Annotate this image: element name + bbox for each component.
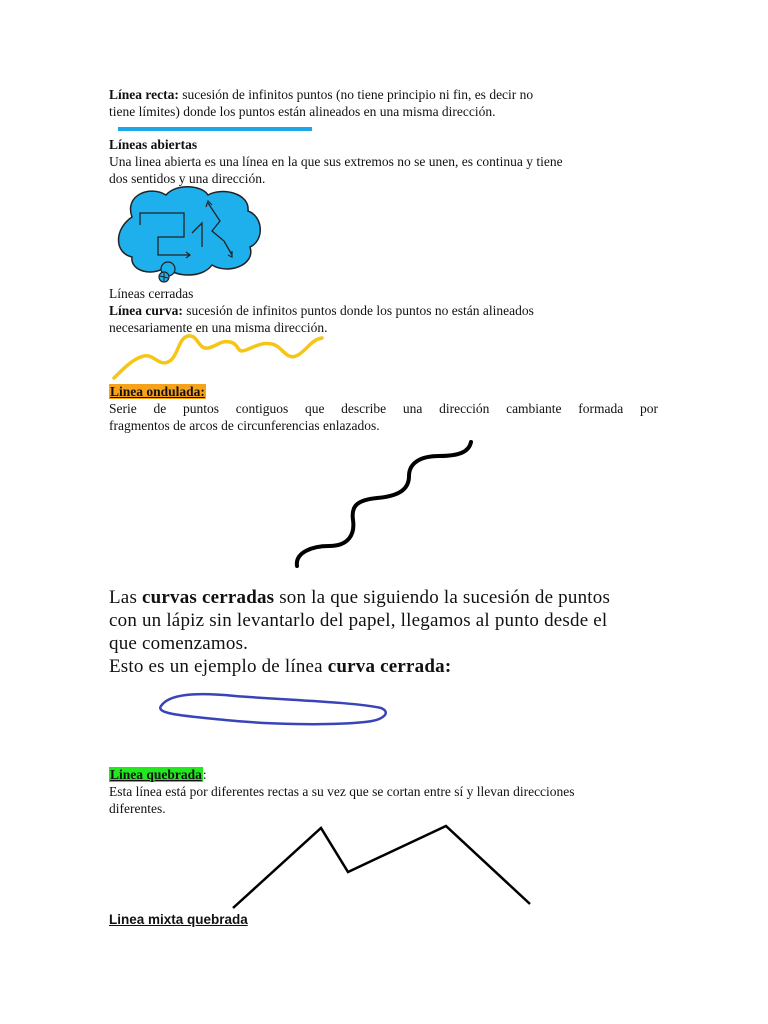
recta-paragraph: [109, 86, 669, 120]
wavy-line-illustration: [285, 440, 480, 570]
cc-text-1a: Las: [109, 587, 142, 608]
abiertas-text-1: Una linea abierta es una línea en la que sus extremos no se unen, es continua y tiene: [109, 154, 563, 169]
cc-text-1c: son la que siguiendo la sucesión de puntos: [274, 587, 611, 608]
quebrada-colon: :: [202, 767, 207, 782]
quebrada-text-1: Esta línea está por diferentes rectas a su vez que se cortan entre sí y llevan direcciones: [109, 784, 575, 799]
ondulada-paragraph: [109, 383, 658, 434]
cc-text-2: con un lápiz sin levantarlo del papel, llegamos al punto desde el: [109, 610, 608, 631]
curvas-cerradas-paragraph: [109, 586, 689, 678]
cc-text-1b: curvas cerradas: [141, 587, 275, 608]
cc-text-4a: Esto es un ejemplo de línea: [109, 656, 328, 677]
abiertas-paragraph: [109, 136, 669, 187]
recta-text-1: sucesión de infinitos puntos (no tiene principio ni fin, es decir no: [178, 87, 534, 102]
curva-text-2: necesariamente en una misma dirección.: [109, 320, 328, 335]
quebrada-paragraph: [109, 766, 669, 817]
abiertas-heading: Líneas abiertas: [109, 137, 198, 152]
cloud-open-lines-illustration: [110, 185, 270, 290]
abiertas-text-2: dos sentidos y una dirección.: [109, 171, 266, 186]
curva-label: Línea curva:: [109, 303, 183, 318]
curva-text-1: sucesión de infinitos puntos donde los puntos no están alineados: [182, 303, 534, 318]
quebrada-text-2: diferentes.: [109, 801, 166, 816]
cerradas-label: Líneas cerradas: [109, 286, 194, 301]
mixta-heading: Linea mixta quebrada: [109, 912, 248, 927]
curva-paragraph: [109, 285, 669, 336]
recta-text-2: tiene límites) donde los puntos están alineados en una misma dirección.: [109, 104, 496, 119]
yellow-curve-illustration: [112, 330, 327, 382]
cc-text-3: que comenzamos.: [109, 633, 249, 654]
quebrada-label: Linea quebrada: [110, 767, 202, 782]
broken-line-illustration: [230, 822, 535, 912]
straight-line-illustration: [118, 127, 312, 131]
ondulada-text-2: fragmentos de arcos de circunferencias enlazados.: [109, 418, 380, 433]
ondulada-label: Linea ondulada:: [110, 384, 205, 399]
cc-text-4b: curva cerrada:: [327, 656, 452, 677]
closed-curve-illustration: [155, 688, 390, 733]
recta-label: Línea recta:: [109, 87, 179, 102]
ondulada-text-1: Serie de puntos contiguos que describe una dirección cambiante formada por: [109, 401, 658, 416]
